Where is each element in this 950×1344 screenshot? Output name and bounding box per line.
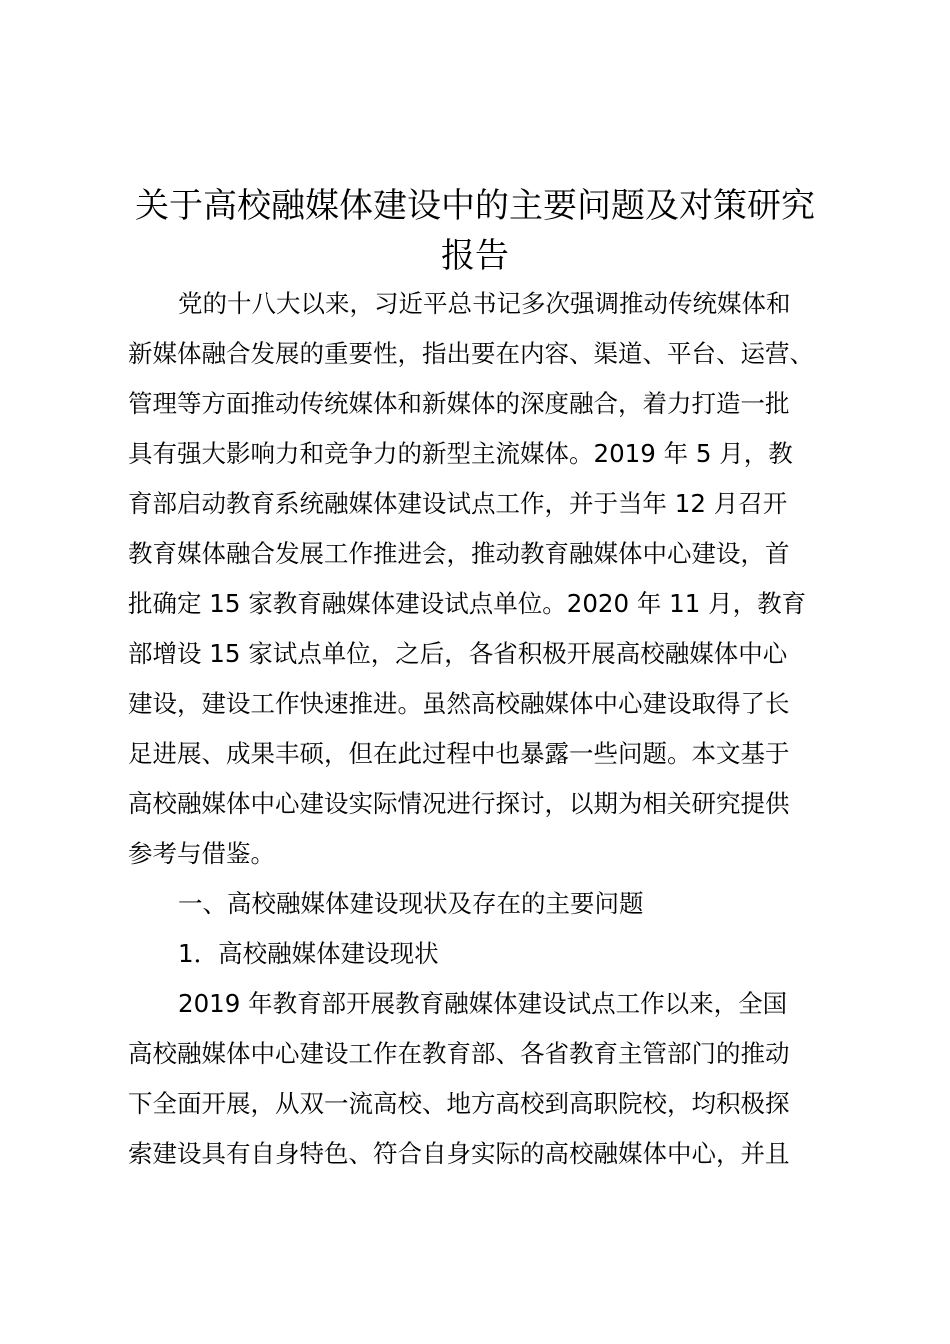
paragraph-line: 高校融媒体中心建设实际情况进行探讨，以期为相关研究提供 [128, 789, 790, 818]
paragraph-line: 批确定 15 家教育融媒体建设试点单位。2020 年 11 月，教育 [128, 589, 807, 618]
paragraph-line: 足进展、成果丰硕，但在此过程中也暴露一些问题。本文基于 [128, 739, 790, 768]
paragraph-line: 教育媒体融合发展工作推进会，推动教育融媒体中心建设，首 [128, 539, 790, 568]
paragraph-line: 党的十八大以来，习近平总书记多次强调推动传统媒体和 [178, 289, 791, 318]
paragraph-line: 具有强大影响力和竞争力的新型主流媒体。2019 年 5 月，教 [128, 439, 793, 468]
paragraph-line: 下全面开展，从双一流高校、地方高校到高职院校，均积极探 [128, 1089, 790, 1118]
paragraph-line: 高校融媒体中心建设工作在教育部、各省教育主管部门的推动 [128, 1039, 790, 1068]
paragraph-line: 部增设 15 家试点单位，之后，各省积极开展高校融媒体中心 [128, 639, 788, 668]
paragraph-line: 管理等方面推动传统媒体和新媒体的深度融合，着力打造一批 [128, 389, 790, 418]
section-heading: 一、高校融媒体建设现状及存在的主要问题 [178, 889, 644, 918]
subsection-heading: 1．高校融媒体建设现状 [178, 939, 439, 968]
document-title-line-2: 报告 [441, 236, 509, 276]
document-title-line-1: 关于高校融媒体建设中的主要问题及对策研究 [135, 186, 815, 226]
paragraph-line: 参考与借鉴。 [128, 839, 275, 868]
paragraph-line: 索建设具有自身特色、符合自身实际的高校融媒体中心，并且 [128, 1139, 790, 1168]
paragraph-line: 建设，建设工作快速推进。虽然高校融媒体中心建设取得了长 [128, 689, 790, 718]
paragraph-line: 育部启动教育系统融媒体建设试点工作，并于当年 12 月召开 [128, 489, 788, 518]
paragraph-line: 2019 年教育部开展教育融媒体建设试点工作以来，全国 [178, 989, 788, 1018]
paragraph-line: 新媒体融合发展的重要性，指出要在内容、渠道、平台、运营、 [128, 339, 814, 368]
